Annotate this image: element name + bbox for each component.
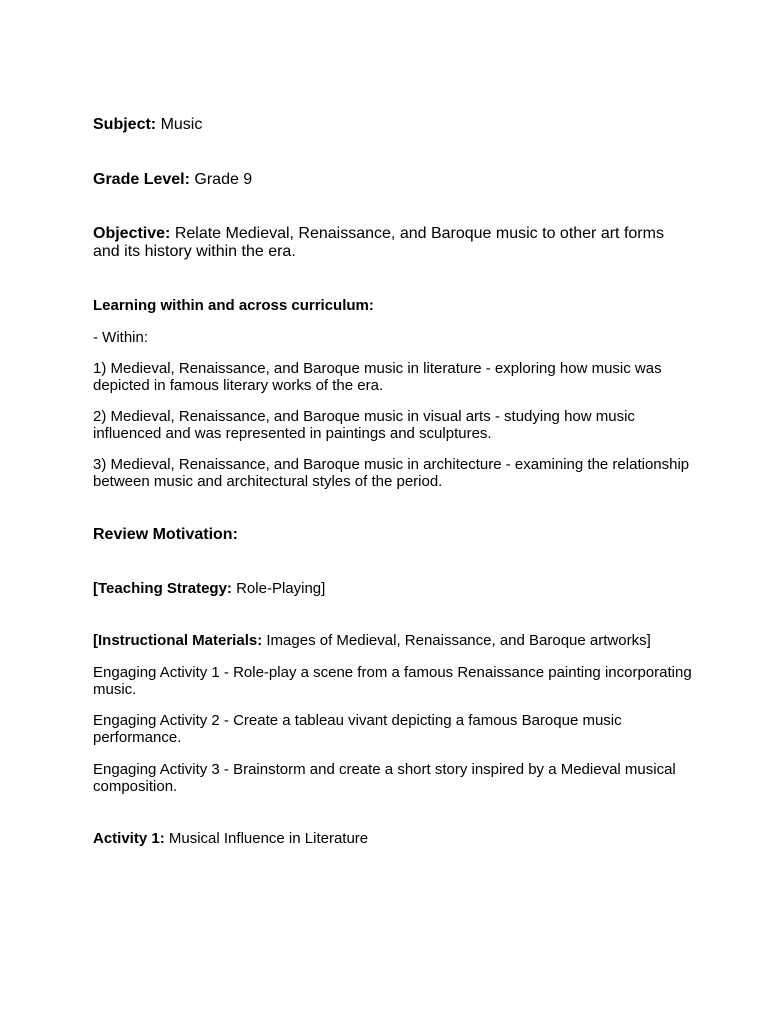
instructional-materials-label: Instructional Materials: <box>98 632 263 649</box>
teaching-strategy-label: Teaching Strategy: <box>98 580 232 597</box>
objective-label: Objective: <box>93 225 171 242</box>
learning-heading: Learning within and across curriculum: <box>93 297 374 314</box>
instructional-materials-bracket: [ <box>93 632 98 649</box>
activity-1-label: Activity 1: <box>93 830 165 847</box>
grade-level-value: Grade 9 <box>194 171 253 188</box>
learning-item-3: 3) Medieval, Renaissance, and Baroque music in architecture - examining the relationship between music and architectural styles of the period. <box>93 456 690 490</box>
instructional-materials-line <box>93 632 693 649</box>
grade-level-label: Grade Level: <box>93 171 190 188</box>
objective-paragraph <box>93 225 693 261</box>
subject-line <box>93 116 693 134</box>
within-label: - Within: <box>93 329 149 346</box>
review-motivation-heading: Review Motivation: <box>93 526 238 543</box>
activity-1-line <box>93 830 693 847</box>
subject-value: Music <box>160 116 203 133</box>
objective-text: Relate Medieval, Renaissance, and Baroque music to other art forms and its history within the era. <box>93 225 664 260</box>
teaching-strategy-value: Role-Playing] <box>236 580 326 597</box>
learning-item-2: 2) Medieval, Renaissance, and Baroque music in visual arts - studying how music influenced and was represented in paintings and sculptures. <box>93 408 635 442</box>
engaging-activity-1: Engaging Activity 1 - Role-play a scene from a famous Renaissance painting incorporating music. <box>93 664 692 698</box>
instructional-materials-value: Images of Medieval, Renaissance, and Baroque artworks] <box>266 632 651 649</box>
subject-label: Subject: <box>93 116 157 133</box>
engaging-activity-2: Engaging Activity 2 - Create a tableau vivant depicting a famous Baroque music performance. <box>93 712 622 746</box>
teaching-strategy-bracket: [ <box>93 580 98 597</box>
learning-item-1: 1) Medieval, Renaissance, and Baroque music in literature - exploring how music was depicted in famous literary works of the era. <box>93 360 662 394</box>
teaching-strategy-line <box>93 580 693 597</box>
activity-1-title: Musical Influence in Literature <box>168 830 369 847</box>
engaging-activity-3: Engaging Activity 3 - Brainstorm and create a short story inspired by a Medieval musical composition. <box>93 761 676 795</box>
grade-level-line <box>93 171 693 189</box>
